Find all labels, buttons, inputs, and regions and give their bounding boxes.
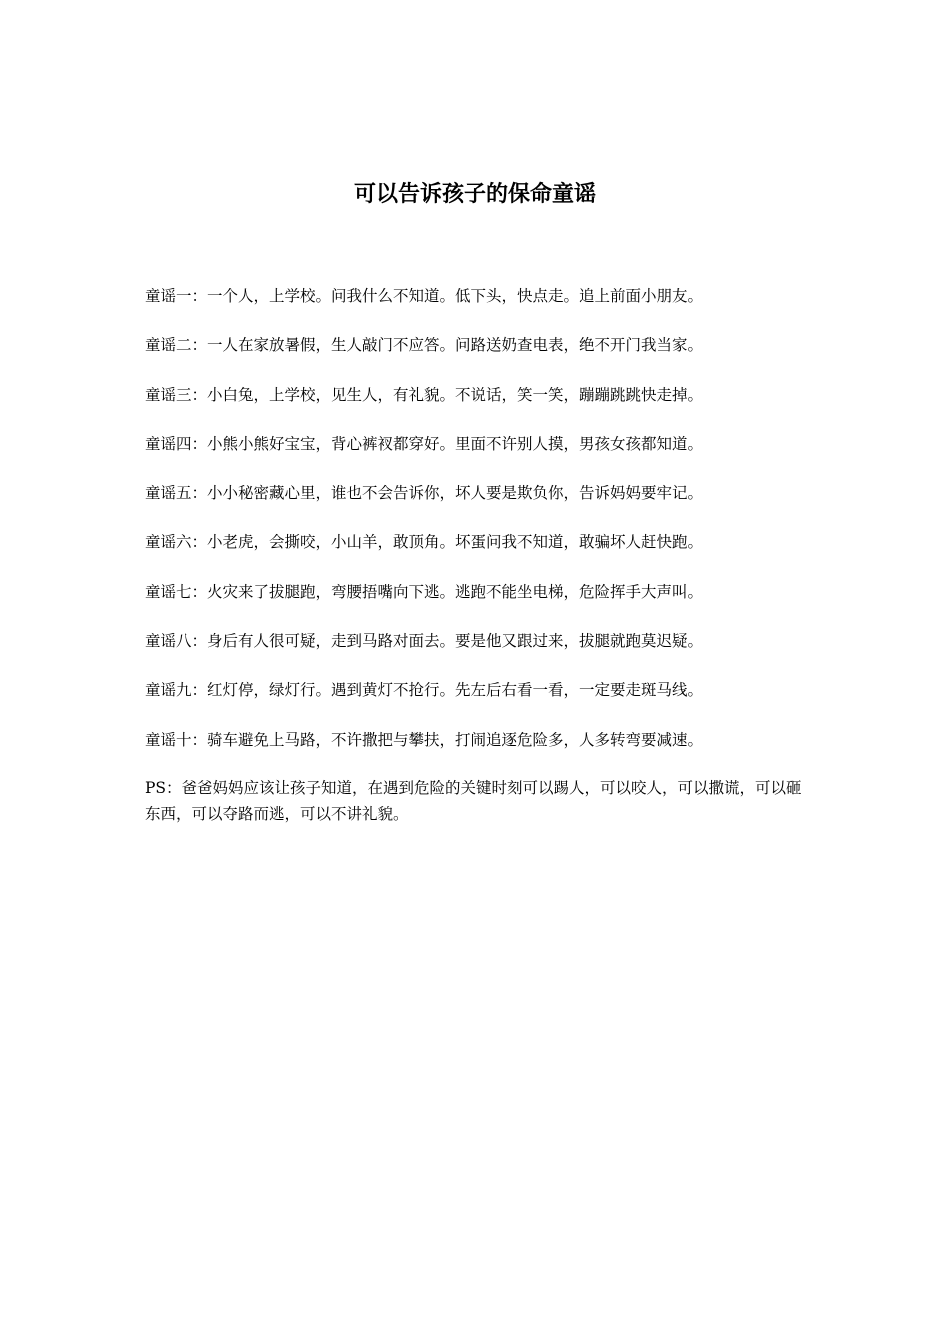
rhyme-paragraph-9: 童谣九：红灯停，绿灯行。遇到黄灯不抢行。先左后右看一看，一定要走斑马线。 bbox=[145, 681, 704, 700]
ps-note: PS：爸爸妈妈应该让孩子知道，在遇到危险的关键时刻可以踢人，可以咬人，可以撒谎，可以砸东西，可以夺路而逃，可以不讲礼貌。 bbox=[145, 778, 802, 823]
rhyme-paragraph-10: 童谣十：骑车避免上马路，不许撒把与攀扶，打闹追逐危险多，人多转弯要减速。 bbox=[145, 730, 704, 749]
rhyme-paragraph-4: 童谣四：小熊小熊好宝宝，背心裤衩都穿好。里面不许别人摸，男孩女孩都知道。 bbox=[145, 434, 704, 453]
document-title: 可以告诉孩子的保命童谣 bbox=[353, 182, 596, 207]
rhyme-paragraph-7: 童谣七：火灾来了拔腿跑，弯腰捂嘴向下逃。逃跑不能坐电梯，危险挥手大声叫。 bbox=[145, 582, 704, 601]
rhyme-paragraph-2: 童谣二：一人在家放暑假，生人敲门不应答。问路送奶查电表，绝不开门我当家。 bbox=[145, 336, 704, 355]
rhyme-paragraph-3: 童谣三：小白兔，上学校，见生人，有礼貌。不说话，笑一笑，蹦蹦跳跳快走掉。 bbox=[145, 385, 704, 404]
rhyme-paragraph-1: 童谣一：一个人，上学校。问我什么不知道。低下头，快点走。追上前面小朋友。 bbox=[145, 287, 704, 305]
rhyme-paragraph-8: 童谣八：身后有人很可疑，走到马路对面去。要是他又跟过来，拔腿就跑莫迟疑。 bbox=[145, 632, 704, 651]
rhyme-paragraph-5: 童谣五：小小秘密藏心里，谁也不会告诉你，坏人要是欺负你，告诉妈妈要牢记。 bbox=[145, 484, 704, 503]
rhyme-paragraph-6: 童谣六：小老虎，会撕咬，小山羊，敢顶角。坏蛋问我不知道，敢骗坏人赶快跑。 bbox=[145, 533, 704, 552]
document-body bbox=[145, 282, 810, 827]
